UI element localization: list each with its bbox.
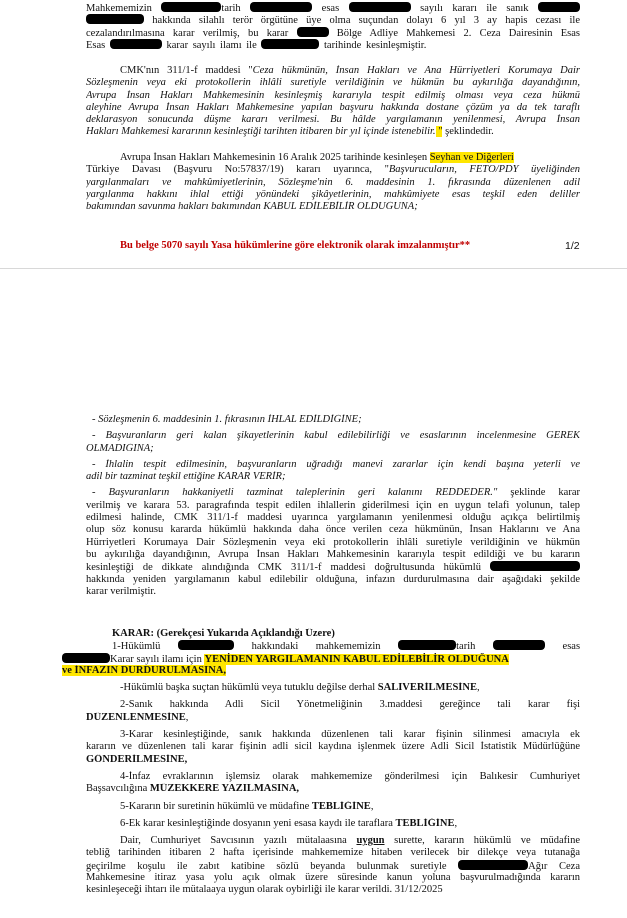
redaction [250,2,312,12]
text-line: Hürriyetleri Korumaya Dair Sözleşmenin veya eki protokollerin ihlâli suretiyle verildiğinin ve hükmün [86,536,580,548]
text-line: olup söz konusu kararda hükümlü hakkında daha önce verilen ceza hükmünün, İnsan Haklarını ve Ana [86,524,580,536]
text: kesinleştiği de dikkate alındığında CMK 311/1-f maddesi doğrultusunda hükümlü [86,562,481,574]
ruling-keyword: SALIVERİLMESİNE [377,682,477,694]
redaction [458,860,528,870]
text-line: karar verilmiştir. [86,585,156,597]
text: , [185,711,189,723]
text: , [476,682,480,694]
text-line: 2-Sanık hakkında Adli Sicil Yönetmeliğinin 3.maddesi gereğince tali karar fişi [120,699,580,711]
text: Başvurucuların, FETÖ/PDY üyeliğinden [388,164,580,176]
document-page-2 [0,392,627,918]
e-signature-note: Bu belge 5070 sayılı Yasa hükümlerine göre elektronik olarak imzalanmıştır** [120,240,471,251]
redaction [349,2,411,12]
text: Başsavcılığına [86,783,150,795]
redaction [110,39,162,49]
redaction [261,39,319,49]
paragraph-case-history [86,2,580,51]
redaction [62,653,110,663]
redaction [178,640,234,650]
text-line: tebliğ tarihinden itibaren 2 hafta içerisinde mahkememize hitaben verilecek bir dilekçe veya tutanağa [86,847,580,859]
redaction [538,2,580,12]
redaction [161,2,221,12]
text: surette, kararın hükümlü ve müdafine [384,835,580,847]
bullet-item-cont: OLMADIĞINA; [86,442,154,454]
paragraph-aihm-decision [86,152,580,213]
bullet-item: - Başvuranların hakkaniyetli tazminat taleplerinin geri kalanını REDDEDER." [92,487,498,499]
document-page-1 [0,0,627,268]
karar-section [62,628,580,897]
highlighted-ruling: ve İNFAZIN DURDURULMASINA, [62,664,227,676]
bullet-item: - İhlalin tespit edilmesinin, başvuranların uğradığı manevi zararlar için kendi başına yeterli ve [92,458,580,470]
text: CMK'nın 311/1-f maddesi " [120,65,253,76]
text: 1-Hükümlü [112,641,161,653]
highlighted-case-name: Seyhan ve Diğerleri [429,152,514,163]
page-number: 1/2 [565,240,580,252]
text: tarih [221,3,241,14]
text: cezalandırılmasına karar verilmiş, bu karar [86,27,289,39]
redaction [86,14,144,24]
text: Avrupa İnsan Hakları Mahkemesinin 16 Aralık 2025 tarihinde kesinleşen [120,152,430,163]
text-line: 3-Karar kesinleştiğinde, sanık hakkında düzenlenen tali karar fişinin silinmesi amacıyla ek [120,729,580,741]
text: , [370,800,374,812]
decision-bullets [86,414,580,598]
text: sayılı kararı ile sanık [420,3,529,14]
redaction [297,27,329,37]
redaction [493,640,545,650]
text: Ağır Ceza [528,860,580,872]
text: hakkında silahlı terör örgütüne üye olma suçundan dolayı 6 yıl 3 ay hapis cezası ile [152,15,580,27]
ruling-keyword: TEBLİĞİNE [395,817,455,829]
text-line: 4-İnfaz evraklarının işlemsiz olarak mahkememize gönderilmesi için Balıkesir Cumhuriyet [120,770,580,782]
text-line: deklarasyon sonucunda düşme kararı verilmesi. Bu hâlde yargılamanın yenilenmesi, Avrupa İnsan [86,114,580,126]
text: hakkındaki mahkememizin [251,641,381,653]
text-line: hakkında yeniden yargılamanın kabul edilebilir olduğuna, infazın durdurulmasına dair aşağıdaki şekilde [86,573,580,585]
text: Bölge Adliye Mahkemesi 2. Ceza Dairesinin Esas [336,27,580,39]
bullet-item-cont: adil bir tazminat teşkil ettiğine KARAR VERİR; [86,471,286,483]
text: şeklindedir. [442,126,494,138]
highlighted-ruling: YENİDEN YARGILAMANIN KABUL EDİLEBİLİR OLDUĞUNA [204,653,509,665]
text: Karar sayılı ilamı için [110,653,205,665]
ruling-keyword: TEBLİĞİNE [311,800,371,812]
redaction [398,640,456,650]
text-line: yargılanmaları ve mahkûmiyetlerinin, Sözleşme'nin 6. maddesinin 1. fıkrasında düzenlenen adil [86,176,580,188]
ruling-keyword: MÜZEKKERE YAZILMASINA, [149,783,300,795]
text: 6-Ek karar kesinleştiğinde dosyanın yeni esasa kaydı ile taraflara [120,817,396,829]
text: Esas [86,39,106,51]
text: esas [562,641,580,653]
text: geçirilme koşulu ile zabıt katibine sözlü beyanda bulunmak suretiyle [86,860,447,872]
bullet-item: - Başvuranların geri kalan şikayetlerinin kabul edilebilirliği ve esaslarının incelenmesine GEREK [92,430,580,442]
text: -Hükümlü başka suçtan hükümlü veya tutuklu değilse derhal [120,682,378,694]
text: , [454,817,458,829]
underlined-word: uygun [356,835,385,847]
text: tarihinde kesinleşmiştir. [324,39,427,51]
text: Ceza hükmünün, İnsan Hakları ve Ana Hürriyetleri Korumaya Dair [252,65,580,76]
text: Dair, Cumhuriyet Savcısının yazılı mütalaasına [120,835,357,847]
text: Türkiye Davası (Başvuru No:57837/19) kararı uyarınca, " [86,164,389,176]
ruling-keyword: DÜZENLENMESİNE [86,711,186,723]
text: tarih [456,641,476,653]
text-line: yargılanma hakkını ihlal ettiği yönündeki şikâyetlerinin, mahkûmiyete esas teşkil eden deliller [86,188,580,200]
text: 5-Kararın bir suretinin hükümlü ve müdafine [120,800,312,812]
redaction [490,561,580,571]
text: şeklinde karar [497,487,580,499]
text-line: kesinleşeceği ihtarı ile mütalaaya uygun olarak oybirliği ile karar verildi. 31/12/2025 [86,884,443,896]
text-line: aleyhine Avrupa İnsan Hakları Mahkemesine yapılan başvuru hakkında dostane çözüm ya da tek taraflı [86,101,580,113]
ruling-keyword: GÖNDERİLMESİNE, [86,753,188,765]
bullet-item: - Sözleşmenin 6. maddesinin 1. fıkrasının İHLAL EDİLDİĞİNE; [92,414,362,425]
text-line: kararın ve düzenlenen tali karar fişinin adli sicil kaydına işlenmek üzere Adli Sicil İstatistik Müdürlüğüne [86,741,580,753]
text-line: edilmesi halinde, CMK 311/1-f maddesi uyarınca yargılamanın yenilenmesi olduğu açıkça belirtilmiş [86,512,580,524]
text: Mahkememizin [86,3,152,14]
karar-heading: KARAR: [112,628,154,639]
text: karar sayılı ilamı ile [166,39,257,51]
text: esas [321,3,340,14]
text-line: Mahkemesine itiraz yasa yolu açık olmak üzere süresinde kanun yoluna başvurulmadığında kararın [86,872,580,884]
paragraph-cmk-311: CMK'nın 311/1-f maddesi "Ceza hükmünün, İnsan Hakları ve Ana Hürriyetleri Korumaya Dair Sözleşmenin veya eki protokollerin ihlâli suretiyle verildiğinin ve hükmün bu aykırılığa dayandığının, Avrupa İnsan Hakları Mahkemesinin kesinleşmiş kararıyla tespit edilmiş olması veya ceza hükmü aleyhine Avrupa İnsan Hakları Mahkemesine yapılan başvuru hakkında dostane çözüm ya da tek taraflı deklarasyon sonucunda düşme kararı verilmesi. Bu hâlde yargılamanın yenilenmesi, Avrupa İnsan Hakları Mahkemesi kararının kesinleştiği tarihten itibaren bir yıl içinde istenebilir. " şeklindedir. [86,65,580,138]
text-line: bu aykırılığa dayandığının, Avrupa İnsan Hakları Mahkemesinin kararıyla tespit edildiği ve bu kararın [86,548,580,560]
text-line: verilmiş ve karara 53. paragrafında tespit edilen ihlallerin giderilmesi için en uygun telafi yolunun, talep [86,499,580,511]
text-line: Sözleşmenin veya eki protokollerin ihlâli suretiyle verildiğinin ve hükmün bu aykırılığa dayandığının, [86,77,580,89]
page-gap [0,268,627,393]
text-line: bakımından savunma hakları bakımından KABUL EDİLEBİLİR OLDUĞUNA; [86,201,418,213]
text: Hakları Mahkemesi kararının kesinleştiği tarihten itibaren bir yıl içinde istenebilir. [86,126,436,138]
karar-subheading: (Gerekçesi Yukarıda Açıklandığı Üzere) [154,628,335,639]
text-line: Avrupa İnsan Hakları Mahkemesinin kesinleşmiş kararıyla tespit edilmiş olması veya ceza hükmü [86,89,580,101]
